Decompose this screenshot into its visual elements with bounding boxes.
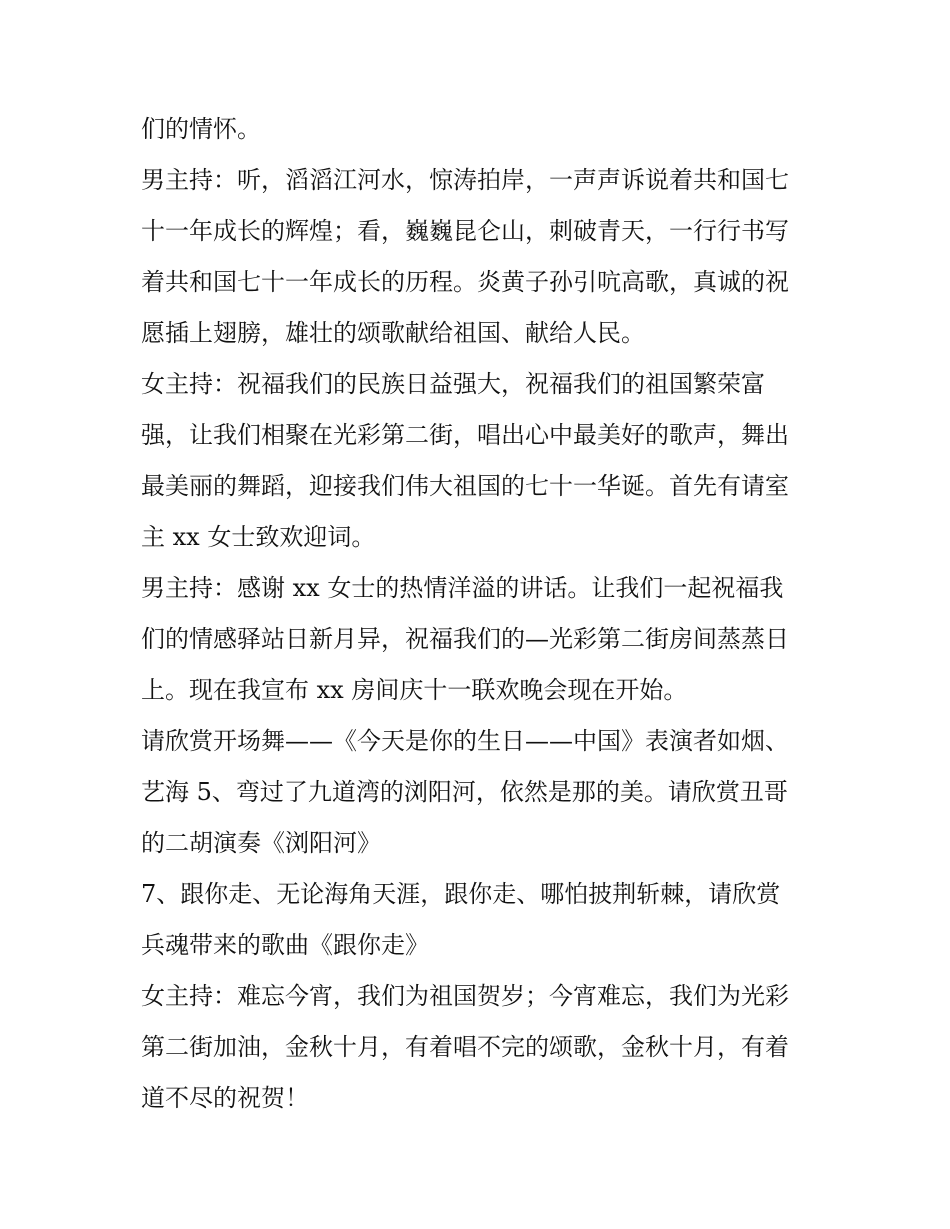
text-line: 艺海 5、弯过了九道湾的浏阳河，依然是那的美。请欣赏丑哥 [141,778,788,806]
text-line: 们的情怀。 [141,115,261,143]
text-line: 主 xx 女士致欢迎词。 [141,523,376,551]
text-line: 男主持：感谢 xx 女士的热情洋溢的讲话。让我们一起祝福我 [141,574,784,602]
text-line: 请欣赏开场舞——《今天是你的生日——中国》表演者如烟、 [141,727,789,755]
text-line: 7、跟你走、无论海角天涯，跟你走、哪怕披荆斩棘，请欣赏 [141,880,781,908]
text-line: 着共和国七十一年成长的历程。炎黄子孙引吭高歌，真诚的祝 [141,268,789,296]
text-line: 愿插上翅膀，雄壮的颂歌献给祖国、献给人民。 [141,319,645,347]
text-line: 女主持：难忘今宵，我们为祖国贺岁；今宵难忘，我们为光彩 [141,982,789,1010]
text-line: 兵魂带来的歌曲《跟你走》 [141,931,429,959]
text-line: 男主持：听，滔滔江河水，惊涛拍岸，一声声诉说着共和国七 [141,166,789,194]
document-body [141,104,821,1124]
text-line: 的二胡演奏《浏阳河》 [141,829,381,857]
text-line: 上。现在我宣布 xx 房间庆十一联欢晚会现在开始。 [141,676,688,704]
text-line: 们的情感驿站日新月异，祝福我们的—光彩第二街房间蒸蒸日 [141,625,789,653]
text-line: 女主持：祝福我们的民族日益强大，祝福我们的祖国繁荣富 [141,370,765,398]
text-line: 道不尽的祝贺！ [141,1084,309,1112]
text-line: 第二街加油，金秋十月，有着唱不完的颂歌，金秋十月，有着 [141,1033,789,1061]
text-line: 十一年成长的辉煌；看，巍巍昆仑山，刺破青天，一行行书写 [141,217,789,245]
text-line: 强，让我们相聚在光彩第二街，唱出心中最美好的歌声，舞出 [141,421,789,449]
text-line: 最美丽的舞蹈，迎接我们伟大祖国的七十一华诞。首先有请室 [141,472,789,500]
